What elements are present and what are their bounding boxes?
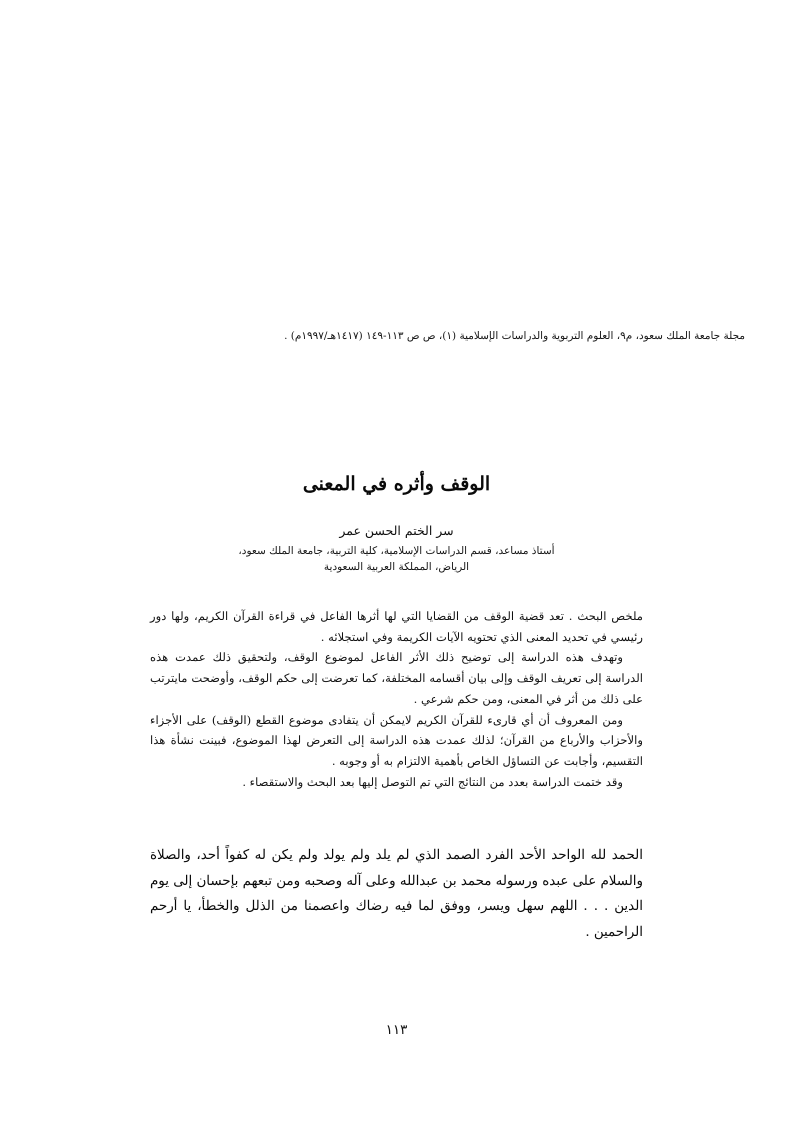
author-affiliation-line-2: الرياض، المملكة العربية السعودية: [323, 561, 470, 573]
body-section: [150, 843, 643, 945]
page-number: ١١٣: [385, 1022, 408, 1038]
abstract-paragraph: وتهدف هذه الدراسة إلى توضيح ذلك الأثر الفاعل لموضوع الوقف، ولتحقيق ذلك عمدت هذه الدراسة إلى تعريف الوقف وإلى بيان أقسامه المختلفة، كما تعرضت إلى حكم الوقف، وأوضحت مايترتب على ذلك من أثر في المعنى، ومن حكم شرعي .: [150, 650, 643, 706]
body-paragraph: الحمد لله الواحد الأحد الفرد الصمد الذي لم يلد ولم يولد ولم يكن له كفواً أحد، والصلاة والسلام على عبده ورسوله محمد بن عبدالله وعلى آله وصحبه ومن تبعهم بإحسان إلى يوم الدين . . . اللهم سهل ويسر، ووفق لما فيه رضاك واعصمنا من الذلل والخطأ، يا أرحم الراحمين .: [150, 848, 643, 940]
abstract-paragraph: ومن المعروف أن أي قارىء للقرآن الكريم لايمكن أن يتفادى موضوع القطع (الوقف) على الأجزاء والأحزاب والأرباع من القرآن؛ لذلك عمدت هذه الدراسة إلى التعرض لهذا الموضوع، فبينت نشأة هذا التقسيم، وأجابت عن التساؤل الخاص بأهمية الالتزام به أو وجوبه .: [150, 712, 643, 768]
page-title: الوقف وأثره في المعنى: [302, 472, 491, 495]
abstract-paragraph: وقد ختمت الدراسة بعدد من النتائج التي تم التوصل إليها بعد البحث والاستقصاء .: [242, 774, 623, 789]
author-name: سر الختم الحسن عمر: [339, 523, 454, 538]
journal-citation-header: مجلة جامعة الملك سعود، م٩، العلوم التربوية والدراسات الإسلامية (١)، ص ص ١١٣-١٤٩ (١٤١٧هـ/١٩٩٧م) .: [284, 330, 745, 342]
author-affiliation-line-1: أستاذ مساعد، قسم الدراسات الإسلامية، كلية التربية، جامعة الملك سعود،: [238, 545, 555, 557]
abstract-section: [150, 606, 643, 792]
byline-block: [0, 522, 793, 575]
abstract-paragraph: ملخص البحث . تعد قضية الوقف من القضايا التي لها أثرها الفاعل في قراءة القرآن الكريم، ولها دور رئيسي في تحديد المعنى الذي تحتويه الآيات الكريمة وفي استجلائه .: [150, 609, 643, 644]
